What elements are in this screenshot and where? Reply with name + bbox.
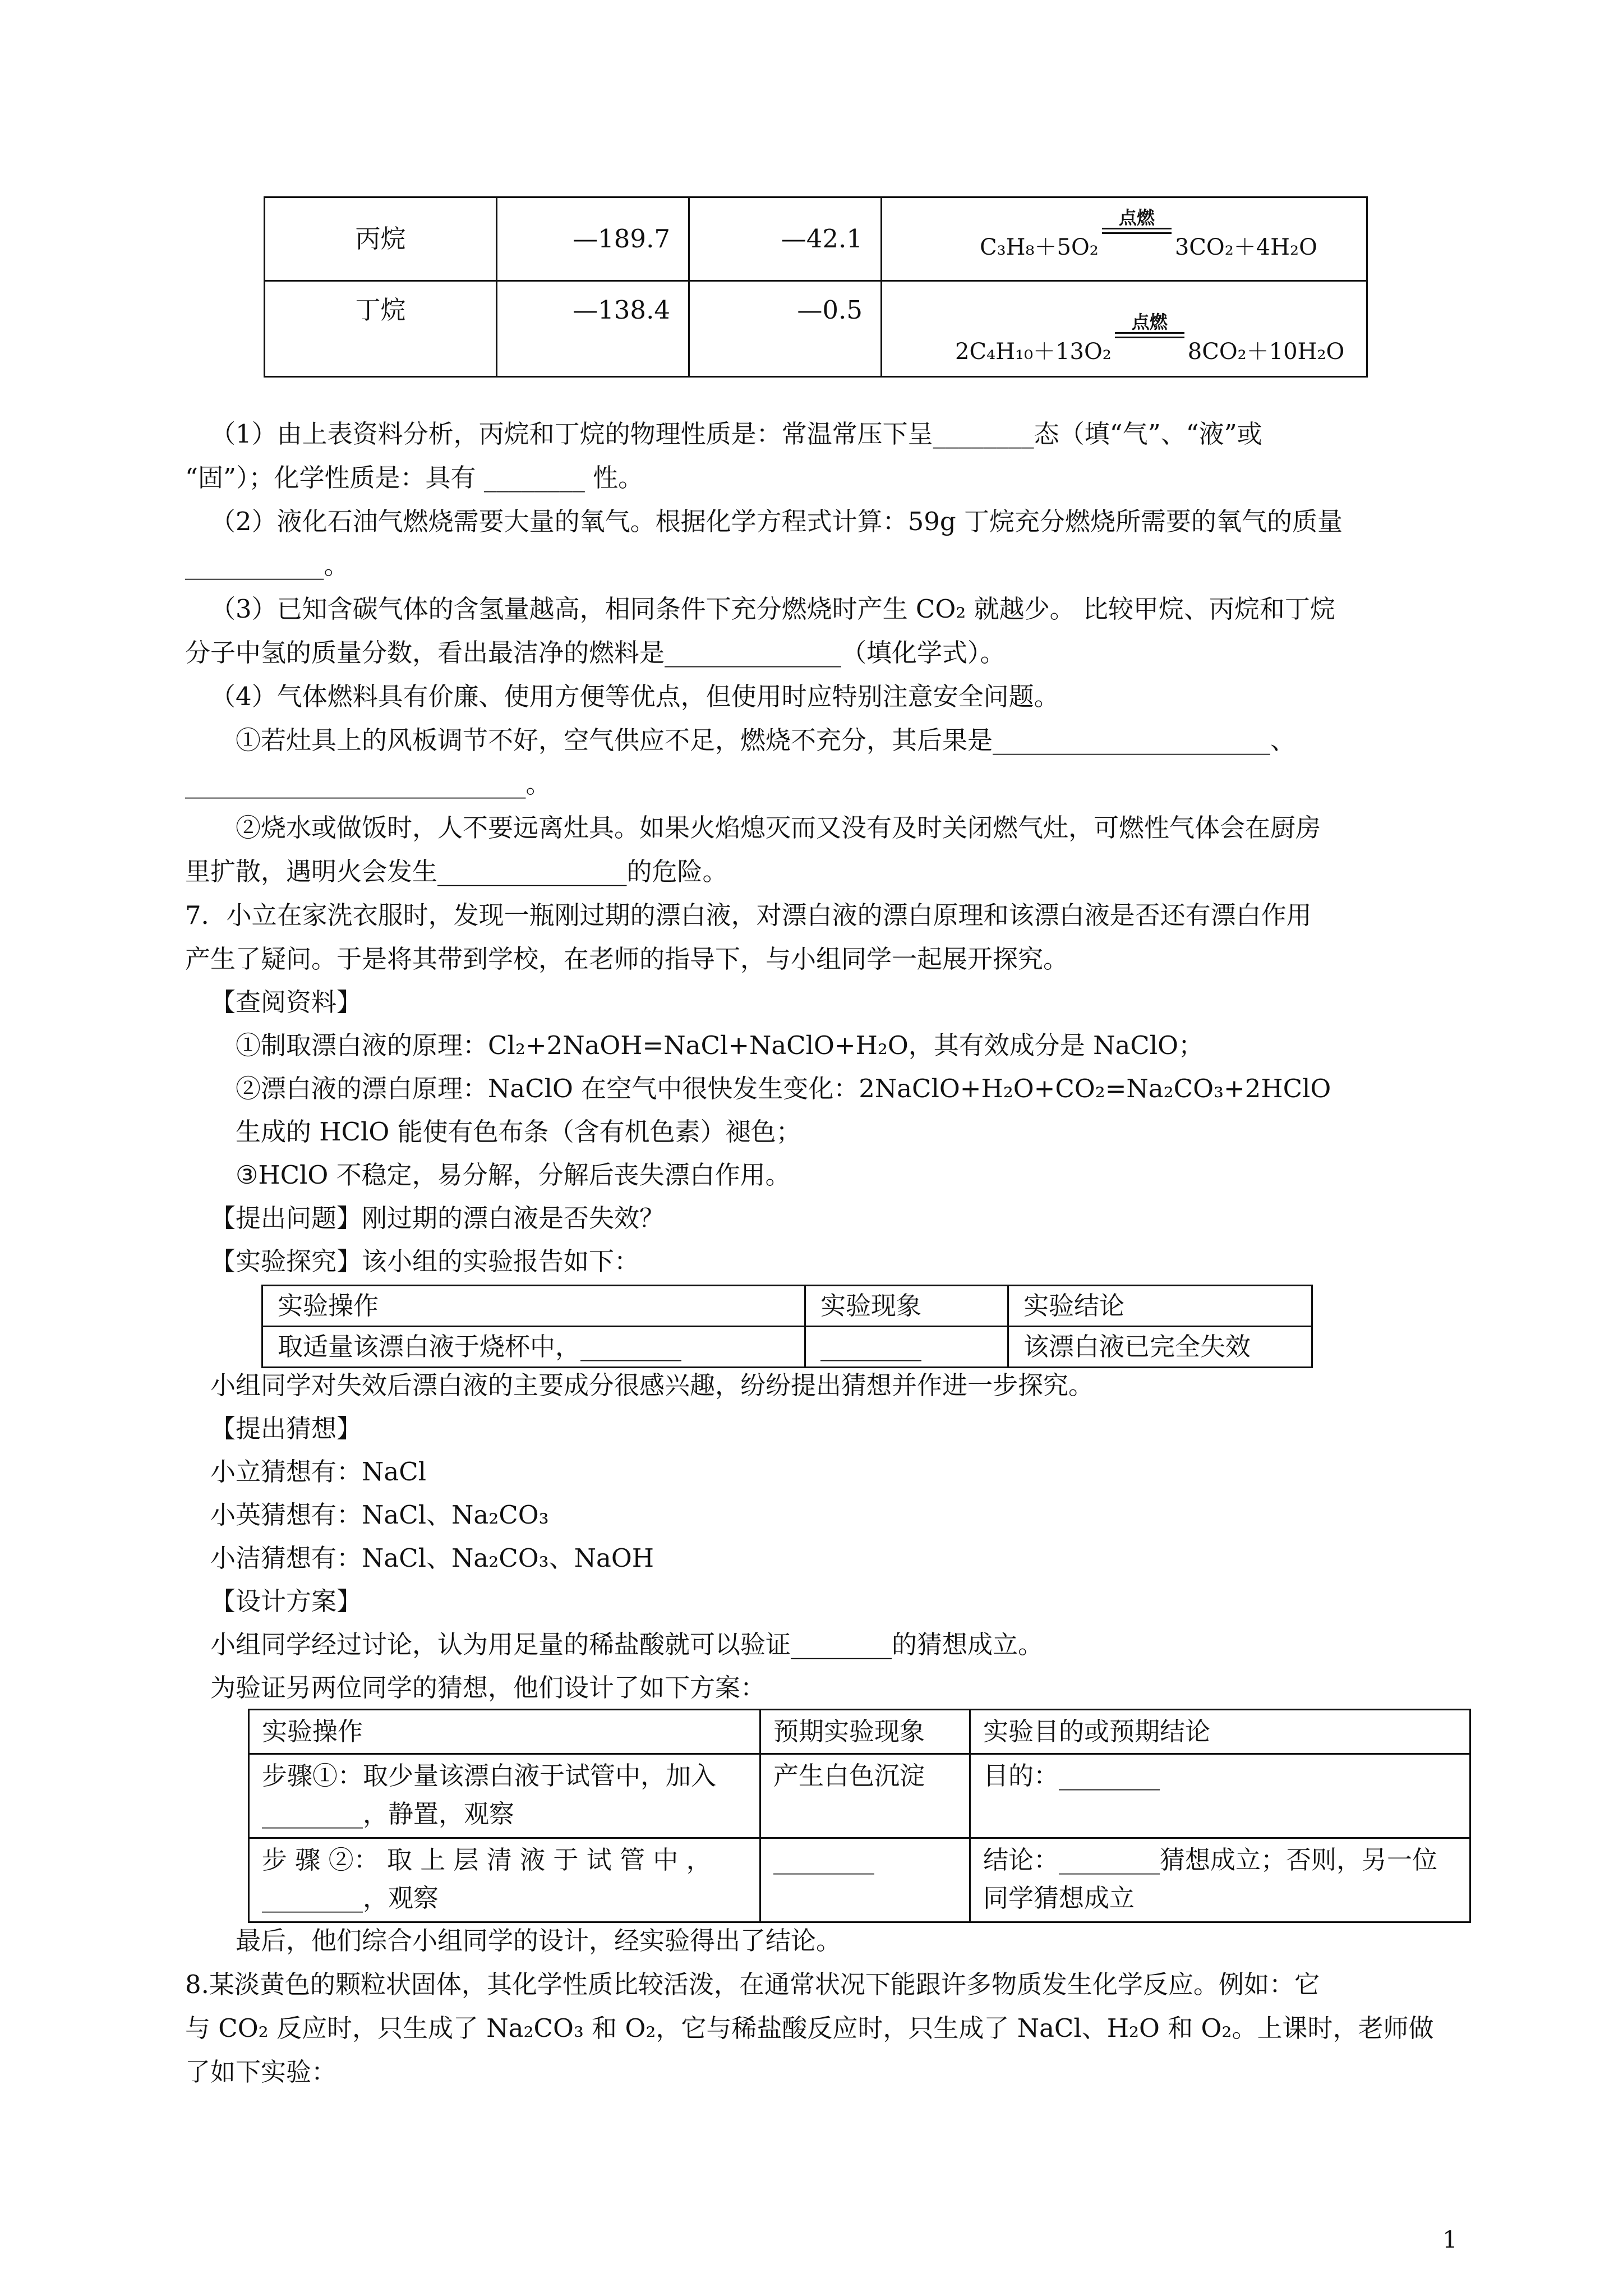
reaction-condition: 点燃 (1118, 207, 1155, 228)
q6-part2-line1: （2）液化石油气燃烧需要大量的氧气。根据化学方程式计算：59g 丁烷充分燃烧所需要的氧气的质量 (210, 507, 1343, 536)
q7-intro-line2: 产生了疑问。于是将其带到学校，在老师的指导下，与小组同学一起展开探究。 (185, 944, 1069, 974)
table-cell: 步骤①：取少量该漂白液于试管中，加入________，静置，观察 (249, 1754, 760, 1838)
fuel-name: 丙烷 (265, 197, 497, 281)
q7-reference-2b: 生成的 HClO 能使有色布条（含有机色素）褪色； (236, 1117, 801, 1147)
melting-point: —138.4 (497, 281, 689, 377)
q7-reference-2: ②漂白液的漂白原理：NaClO 在空气中很快发生变化：2NaClO+H₂O+CO₂=Na₂CO₃+2HClO (236, 1074, 1331, 1103)
equation-reactants: C₃H₈＋5O₂ (980, 234, 1099, 260)
melting-point: —189.7 (497, 197, 689, 281)
q7-reference-3: ③HClO 不稳定，易分解，分解后丧失漂白作用。 (236, 1160, 791, 1190)
table-row (249, 1838, 1470, 1922)
q6-part2-line2: ___________。 (185, 550, 349, 580)
combustion-equation (882, 197, 1367, 281)
table-row (262, 1327, 1312, 1368)
q6-part1-line2: “固”）；化学性质是：具有 ________ 性。 (185, 463, 644, 493)
q7-guess-3: 小洁猜想有：NaCl、Na₂CO₃、NaOH (210, 1543, 654, 1573)
equation-products: 3CO₂＋4H₂O (1174, 234, 1317, 260)
table-header: 实验操作 (249, 1710, 760, 1754)
q6-part4-item2-line2: 里扩散，遇明火会发生_______________的危险。 (185, 857, 728, 886)
table-header: 实验操作 (262, 1286, 805, 1327)
q7-final: 最后，他们综合小组同学的设计，经实验得出了结论。 (236, 1926, 842, 1955)
table-row (265, 281, 1367, 377)
boiling-point: —42.1 (689, 197, 882, 281)
plan-table (248, 1709, 1471, 1923)
table-header: 实验结论 (1008, 1286, 1312, 1327)
table-header: 实验现象 (805, 1286, 1008, 1327)
q7-guess-2: 小英猜想有：NaCl、Na₂CO₃ (210, 1500, 549, 1530)
q8-line3: 了如下实验： (185, 2057, 337, 2087)
q7-design-heading: 【设计方案】 (210, 1586, 362, 1616)
q6-part3-line2: 分子中氢的质量分数，看出最洁净的燃料是______________（填化学式）。 (185, 638, 1006, 668)
table-header: 实验目的或预期结论 (970, 1710, 1470, 1754)
page-number: 1 (1442, 2226, 1458, 2253)
combustion-equation (882, 281, 1367, 377)
q6-part4-item1-line1: ①若灶具上的风板调节不好，空气供应不足，燃烧不充分，其后果是______________________、 (236, 725, 1296, 755)
reaction-arrow (1102, 207, 1172, 255)
equation-products: 8CO₂＋10H₂O (1187, 339, 1345, 365)
q7-explore-heading: 【实验探究】该小组的实验报告如下： (210, 1246, 640, 1276)
q7-interest: 小组同学对失效后漂白液的主要成分很感兴趣，纷纷提出猜想并作进一步探究。 (210, 1370, 1094, 1400)
q6-part1-line1: （1）由上表资料分析，丙烷和丁烷的物理性质是：常温常压下呈________态（填“气”、“液”或 (210, 419, 1262, 449)
table-cell: 步 骤 ②： 取 上 层 清 液 于 试 管 中 ，________，观察 (249, 1838, 760, 1922)
q7-guess-1: 小立猜想有：NaCl (210, 1457, 427, 1487)
fuel-table (264, 196, 1368, 378)
q7-intro-line1: 7．小立在家洗衣服时，发现一瓶刚过期的漂白液，对漂白液的漂白原理和该漂白液是否还有漂白作用 (185, 900, 1312, 930)
q6-part4: （4）气体燃料具有价廉、使用方便等优点，但使用时应特别注意安全问题。 (210, 682, 1059, 711)
q7-reference-1: ①制取漂白液的原理：Cl₂+2NaOH=NaCl+NaClO+H₂O，其有效成分是 NaClO； (236, 1030, 1204, 1060)
table-row (249, 1710, 1470, 1754)
table-header: 预期实验现象 (760, 1710, 970, 1754)
q7-design-1: 小组同学经过讨论，认为用足量的稀盐酸就可以验证________的猜想成立。 (210, 1630, 1044, 1659)
table-row (265, 197, 1367, 281)
q6-part3-line1: （3）已知含碳气体的含氢量越高，相同条件下充分燃烧时产生 CO₂ 就越少。 比较甲烷、丙烷和丁烷 (210, 594, 1335, 624)
table-cell: 该漂白液已完全失效 (1008, 1327, 1312, 1368)
table-cell: 结论：________猜想成立；否则，另一位同学猜想成立 (970, 1838, 1470, 1922)
q7-guess-heading: 【提出猜想】 (210, 1414, 362, 1443)
table-cell: ________ (760, 1838, 970, 1922)
experiment-report-table (261, 1285, 1313, 1368)
table-cell: ________ (805, 1327, 1008, 1368)
q6-part4-item1-line2: ___________________________。 (185, 769, 551, 799)
reaction-condition: 点燃 (1131, 311, 1168, 333)
table-cell: 产生白色沉淀 (760, 1754, 970, 1838)
q6-part4-item2-line1: ②烧水或做饭时，人不要远离灶具。如果火焰熄灭而又没有及时关闭燃气灶，可燃性气体会在厨房 (236, 813, 1321, 843)
table-cell: 目的：________ (970, 1754, 1470, 1838)
table-row (262, 1286, 1312, 1327)
table-cell: 取适量该漂白液于烧杯中，________ (262, 1327, 805, 1368)
q8-line1: 8.某淡黄色的颗粒状固体，其化学性质比较活泼，在通常状况下能跟许多物质发生化学反应。例如：它 (185, 1970, 1320, 1999)
q7-design-2: 为验证另两位同学的猜想，他们设计了如下方案： (210, 1673, 766, 1703)
equation-reactants: 2C₄H₁₀＋13O₂ (955, 339, 1112, 365)
q7-question: 【提出问题】刚过期的漂白液是否失效？ (210, 1203, 665, 1233)
table-row (249, 1754, 1470, 1838)
reaction-arrow (1115, 311, 1184, 359)
fuel-name: 丁烷 (265, 281, 497, 377)
q7-reference-heading: 【查阅资料】 (210, 987, 362, 1017)
q8-line2: 与 CO₂ 反应时，只生成了 Na₂CO₃ 和 O₂，它与稀盐酸反应时，只生成了 NaCl、H₂O 和 O₂。上课时，老师做 (185, 2013, 1434, 2043)
boiling-point: —0.5 (689, 281, 882, 377)
